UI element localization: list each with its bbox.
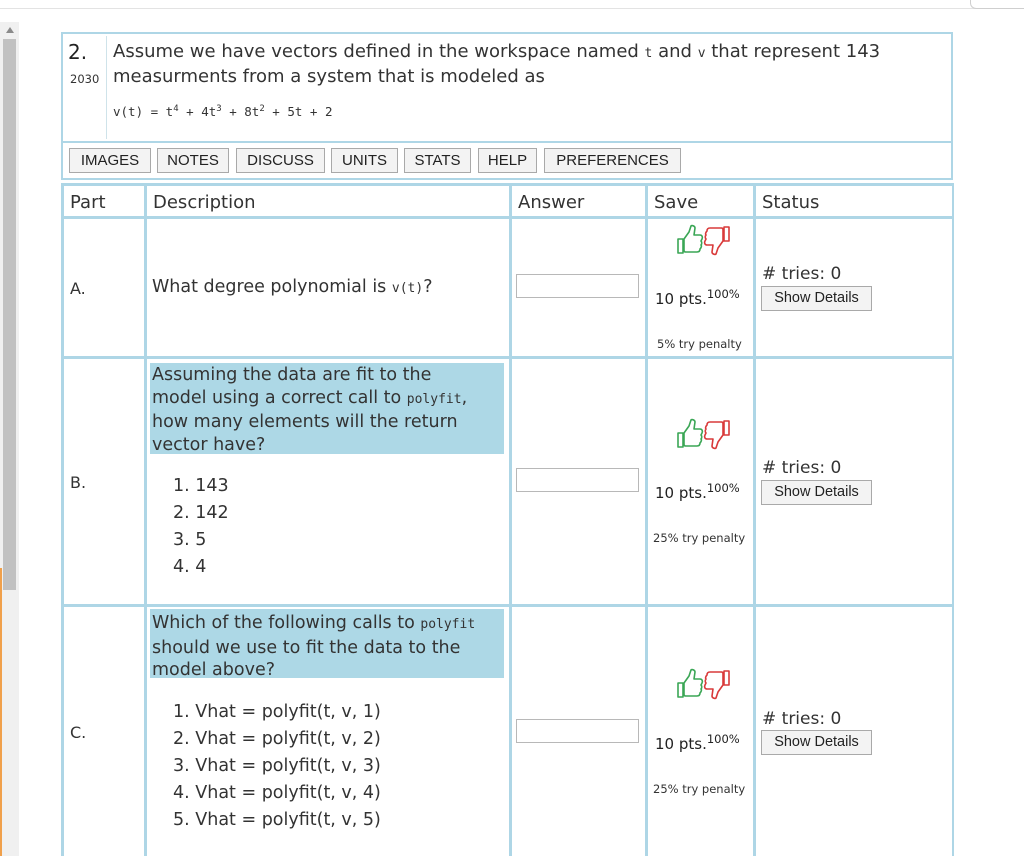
thumbs-down-icon[interactable] [702, 224, 732, 258]
header-save: Save [648, 186, 753, 216]
description-line: model above? [152, 660, 276, 680]
browser-top-cap [970, 0, 1024, 9]
thumbs-down-icon[interactable] [702, 668, 732, 702]
option-item: 1. Vhat = polyfit(t, v, 1) [173, 702, 381, 722]
description-text: ? [423, 277, 433, 297]
model-formula [113, 104, 333, 119]
part-label-a: A. [70, 279, 86, 298]
points-percent: 100% [706, 732, 740, 746]
tries-a: # tries: 0 [762, 264, 842, 284]
part-a-description [152, 276, 432, 301]
description-text: What degree polynomial is [152, 277, 392, 297]
points-percent: 100% [706, 481, 740, 495]
show-details-button-b[interactable]: Show Details [761, 480, 872, 505]
part-label-c: C. [70, 723, 87, 742]
option-item: 4. 4 [173, 557, 207, 577]
part-c-description [152, 612, 475, 682]
question-id: 2030 [70, 72, 100, 86]
description-line [152, 612, 475, 637]
answer-input-c[interactable] [516, 719, 639, 743]
thumbs-down-icon[interactable] [702, 418, 732, 452]
formula-exponent: 4 [173, 104, 179, 114]
formula-part: + 8t [221, 104, 260, 120]
option-item: 2. Vhat = polyfit(t, v, 2) [173, 729, 381, 749]
option-item: 3. Vhat = polyfit(t, v, 3) [173, 756, 381, 776]
option-item: 5. Vhat = polyfit(t, v, 5) [173, 810, 381, 830]
header-description: Description [147, 186, 509, 216]
description-line: how many elements will the return [152, 412, 458, 432]
part-label-b: B. [70, 473, 87, 492]
option-item: 3. 5 [173, 530, 207, 550]
part-b-description [152, 364, 467, 456]
points-c [655, 732, 740, 753]
penalty-a: 5% try penalty [657, 337, 742, 351]
option-item: 1. 143 [173, 476, 229, 496]
code-v-of-t: v(t) [391, 281, 424, 296]
description-line: vector have? [152, 434, 266, 455]
tab-discuss[interactable]: DISCUSS [236, 148, 325, 173]
show-details-button-a[interactable]: Show Details [761, 286, 872, 311]
left-accent-line [0, 568, 2, 856]
var-t: t [644, 46, 653, 61]
header-part: Part [64, 186, 144, 216]
header-answer: Answer [512, 186, 645, 216]
penalty-b: 25% try penalty [653, 531, 746, 545]
tries-b: # tries: 0 [762, 458, 842, 478]
code-polyfit: polyfit [420, 617, 476, 632]
tries-c: # tries: 0 [762, 709, 842, 729]
tab-images[interactable]: IMAGES [69, 148, 151, 173]
formula-exponent: 2 [259, 104, 265, 114]
points-value: 10 pts. [655, 735, 707, 753]
tab-stats[interactable]: STATS [404, 148, 471, 173]
formula-exponent: 3 [216, 104, 222, 114]
options-list-b [173, 473, 229, 581]
question-text-part: Assume we have vectors defined in the workspace named [113, 41, 645, 62]
description-line: should we use to fit the data to the [152, 637, 461, 658]
code-polyfit: polyfit [406, 391, 462, 407]
scroll-up-arrow-icon[interactable] [6, 27, 14, 33]
tab-help[interactable]: HELP [478, 148, 537, 173]
question-text [113, 40, 943, 88]
description-line [152, 387, 467, 412]
description-text: , [461, 387, 468, 408]
option-item: 2. 142 [173, 503, 229, 523]
answer-input-a[interactable] [516, 274, 639, 298]
formula-part: + 4t [178, 104, 217, 120]
scrollbar-thumb[interactable] [3, 39, 16, 590]
description-text: Which of the following calls to [152, 613, 421, 633]
question-number: 2. [68, 40, 88, 64]
question-text-part: and [652, 41, 698, 62]
option-item: 4. Vhat = polyfit(t, v, 4) [173, 783, 381, 803]
description-text: model using a correct call to [152, 387, 407, 408]
points-b [655, 481, 740, 502]
var-v: v [697, 46, 706, 61]
tab-notes[interactable]: NOTES [157, 148, 229, 173]
penalty-c: 25% try penalty [653, 782, 746, 796]
description-line: Assuming the data are fit to the [152, 365, 432, 385]
question-text-part: that represent 143 measurments from a system that is modeled as [113, 41, 881, 87]
show-details-button-c[interactable]: Show Details [761, 730, 872, 755]
formula-part: + 5t + 2 [264, 104, 333, 120]
points-a [655, 287, 740, 308]
answer-input-b[interactable] [516, 468, 639, 492]
browser-top-edge [0, 0, 1024, 9]
options-list-c [173, 699, 381, 834]
points-value: 10 pts. [655, 290, 707, 308]
points-value: 10 pts. [655, 484, 707, 502]
points-percent: 100% [706, 287, 740, 301]
vertical-scrollbar[interactable] [0, 22, 19, 856]
tab-units[interactable]: UNITS [331, 148, 398, 173]
tab-preferences[interactable]: PREFERENCES [544, 148, 681, 173]
formula-part: v(t) = t [113, 104, 174, 120]
header-status: Status [756, 186, 952, 216]
